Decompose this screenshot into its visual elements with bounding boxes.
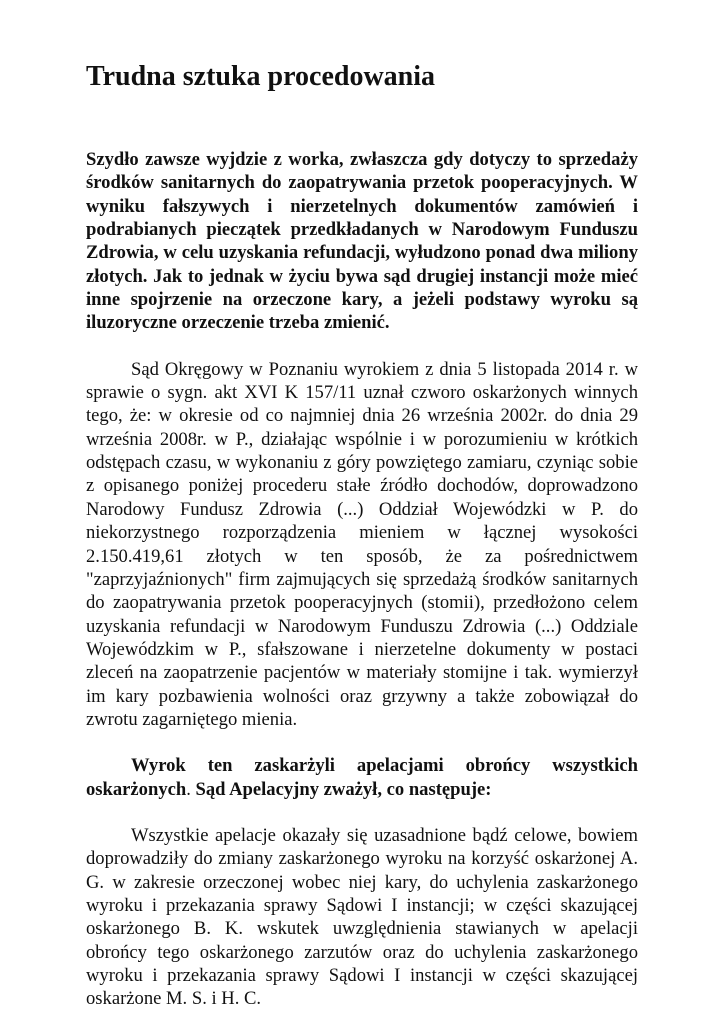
appeal-court-considerations: Sąd Apelacyjny zważył, co następuje: [190, 778, 492, 800]
article-body [86, 148, 638, 1011]
article-title: Trudna sztuka procedowania [86, 61, 436, 92]
appeal-text-bold: Wyrok ten zaskarżyli apelacjami obrońcy wszystkich oskarżonych [86, 755, 638, 800]
paragraph-spacer [86, 731, 638, 754]
paragraph-spacer [86, 801, 638, 824]
appeal-separator: . [186, 778, 191, 800]
paragraph-spacer [86, 335, 638, 358]
lead-paragraph: Szydło zawsze wyjdzie z worka, zwłaszcza gdy dotyczy to sprzedaży środków sanitarnych do zaopatrywania przetok pooperacyjnych. W wyniku fałszywych i nierzetelnych dokumentów zamówień i podrabianych pieczątek przedkładanych w Narodowym Funduszu Zdrowia, w celu uzyskania refundacji, wyłudzono ponad dwa miliony złotych. Jak to jednak w życiu bywa sąd drugiej instancji może mieć inne spojrzenie na orzeczone kary, a jeżeli podstawy wyroku są iluzoryczne orzeczenie trzeba zmienić. [86, 149, 638, 334]
paragraph-district-court-verdict: Sąd Okręgowy w Poznaniu wyrokiem z dnia 5 listopada 2014 r. w sprawie o sygn. akt XVI K 157/11 uznał czworo oskarżonych winnych tego, że: w okresie od co najmniej dnia 26 września 2002r. do dnia 29 września 2008r. w P., działając wspólnie i w porozumieniu w krótkich odstępach czasu, w wykonaniu z góry powziętego zamiaru, czyniąc sobie z opisanego poniżej procederu stałe źródło dochodów, doprowadzono Narodowy Fundusz Zdrowia (...) Oddział Wojewódzki w P. do niekorzystnego rozporządzenia mieniem w łącznej wysokości 2.150.419,61 złotych w ten sposób, że za pośrednictwem "zaprzyjaźnionych" firm zajmujących się sprzedażą środków sanitarnych do zaopatrywania przetok pooperacyjnych (stomii), przedłożono celem uzyskania refundacji w Narodowym Funduszu Zdrowia (...) Oddziale Wojewódzkim w P., sfałszowane i nierzetelne dokumenty w postaci zleceń na zaopatrzenie pacjentów w materiały stomijne i tak. wymierzył im kary pozbawienia wolności oraz grzywny a także zobowiązał do zwrotu zagarniętego mienia. [86, 358, 638, 730]
paragraph-appeals-outcome: Wszystkie apelacje okazały się uzasadnione bądź celowe, bowiem doprowadziły do zmiany zaskarżonego wyroku na korzyść oskarżonej A. G. w zakresie orzeczonej wobec niej kary, do uchylenia zaskarżonego wyroku i przekazania sprawy Sądowi I instancji; w części skazującej oskarżonego B. K. wskutek uwzględnienia stawianych w apelacji obrońcy tego oskarżonego zarzutów oraz do uchylenia zaskarżonego wyroku i przekazania sprawy Sądowi I instancji w części skazującej oskarżone M. S. i H. C. [86, 824, 638, 1010]
paragraph-appeal [86, 754, 638, 801]
